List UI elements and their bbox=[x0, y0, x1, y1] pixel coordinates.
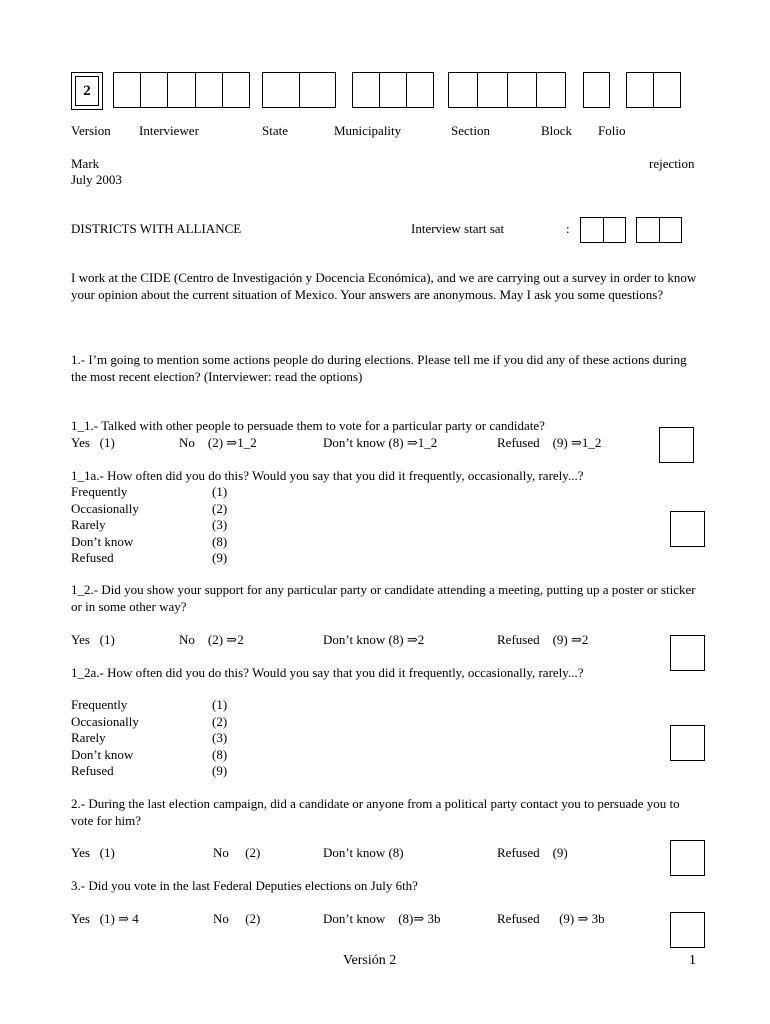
section-code-boxes[interactable] bbox=[448, 72, 566, 108]
label-municipality: Municipality bbox=[334, 123, 402, 138]
option-label: Refused bbox=[71, 763, 114, 778]
rejection-label: rejection bbox=[649, 156, 695, 171]
q1-2a-text: 1_2a.- How often did you do this? Would you say that you did it frequently, occasionally, rarely...? bbox=[71, 665, 584, 680]
option-code: (8) bbox=[212, 746, 228, 762]
q1-1-dont-know: Don’t know (8) ⇒1_2 bbox=[323, 435, 438, 450]
q1-2-text: 1_2.- Did you show your support for any particular party or candidate attending a meeting, putting up a poster or sticker or in some other way? bbox=[71, 582, 696, 614]
option-code: (2) bbox=[212, 500, 228, 516]
date-label: July 2003 bbox=[71, 172, 122, 187]
q1-1a-options bbox=[71, 484, 227, 567]
q1-2-dont-know: Don’t know (8) ⇒2 bbox=[323, 632, 425, 647]
q2-answer-box[interactable] bbox=[670, 840, 705, 876]
interview-start-label: Interview start sat bbox=[411, 221, 505, 236]
q1-1-no: No (2) ⇒1_2 bbox=[179, 435, 257, 450]
option-row bbox=[71, 534, 227, 551]
option-code: (3) bbox=[212, 730, 228, 745]
label-folio: Folio bbox=[598, 123, 626, 138]
option-label: Refused bbox=[71, 550, 114, 565]
q1-1a-text: 1_1a.- How often did you do this? Would you say that you did it frequently, occasionally, rarely...? bbox=[71, 468, 584, 483]
districts-heading: DISTRICTS WITH ALLIANCE bbox=[71, 221, 242, 236]
q1-1-answer-box[interactable] bbox=[659, 427, 694, 463]
option-row bbox=[71, 730, 227, 747]
q2-text: 2.- During the last election campaign, did a candidate or anyone from a political party contact you to persuade you to vote for him? bbox=[71, 796, 680, 828]
option-row bbox=[71, 747, 227, 764]
option-code: (8) bbox=[212, 533, 228, 549]
label-section: Section bbox=[451, 123, 490, 138]
state-code-boxes[interactable] bbox=[262, 72, 336, 108]
q3-answer-box[interactable] bbox=[670, 912, 705, 948]
option-label: Rarely bbox=[71, 517, 106, 532]
option-label: Frequently bbox=[71, 697, 128, 712]
time-colon: : bbox=[566, 221, 570, 236]
q1-text: 1.- I’m going to mention some actions people do during elections. Please tell me if you did any of these actions during the most recent election? (Interviewer: read the options) bbox=[71, 352, 687, 384]
option-code: (1) bbox=[212, 697, 228, 712]
label-block: Block bbox=[541, 123, 573, 138]
q1-2-refused: Refused (9) ⇒2 bbox=[497, 632, 589, 647]
page-number: 1 bbox=[689, 953, 696, 968]
footer-version: Versión 2 bbox=[343, 953, 397, 968]
label-version: Version bbox=[71, 123, 111, 138]
q1-1-yes: Yes (1) bbox=[71, 435, 115, 450]
q1-1-refused: Refused (9) ⇒1_2 bbox=[497, 435, 602, 450]
mark-label: Mark bbox=[71, 156, 100, 171]
option-label: Occasionally bbox=[71, 500, 139, 516]
option-code: (1) bbox=[212, 484, 228, 499]
option-label: Rarely bbox=[71, 730, 106, 745]
option-label: Frequently bbox=[71, 484, 128, 499]
municipality-code-boxes[interactable] bbox=[352, 72, 434, 108]
version-number: 2 bbox=[75, 76, 99, 106]
option-label: Don’t know bbox=[71, 533, 134, 549]
q3-refused: Refused (9) ⇒ 3b bbox=[497, 911, 605, 926]
q2-no: No (2) bbox=[213, 845, 261, 860]
option-label: Occasionally bbox=[71, 713, 139, 729]
option-row bbox=[71, 517, 227, 534]
block-code-box[interactable] bbox=[583, 72, 610, 108]
q1-2-yes: Yes (1) bbox=[71, 632, 115, 647]
intro-paragraph: I work at the CIDE (Centro de Investigación y Docencia Económica), and we are carrying out a survey in order to know your opinion about the current situation of Mexico. Your answers are anonymous. May I ask you some questions? bbox=[71, 270, 697, 302]
start-hour-boxes[interactable] bbox=[580, 217, 626, 243]
q3-text: 3.- Did you vote in the last Federal Deputies elections on July 6th? bbox=[71, 878, 418, 893]
option-label: Don’t know bbox=[71, 746, 134, 762]
option-code: (9) bbox=[212, 763, 228, 778]
option-row bbox=[71, 550, 227, 567]
option-code: (2) bbox=[212, 713, 228, 729]
version-box[interactable] bbox=[71, 72, 103, 110]
option-row bbox=[71, 501, 227, 518]
option-row bbox=[71, 763, 227, 780]
option-code: (9) bbox=[212, 550, 228, 565]
option-row bbox=[71, 714, 227, 731]
option-row bbox=[71, 484, 227, 501]
q2-refused: Refused (9) bbox=[497, 845, 568, 860]
q2-dont-know: Don’t know (8) bbox=[323, 845, 404, 860]
q1-2-no: No (2) ⇒2 bbox=[179, 632, 244, 647]
q3-dont-know: Don’t know (8)⇒ 3b bbox=[323, 911, 441, 926]
q2-yes: Yes (1) bbox=[71, 845, 115, 860]
option-row bbox=[71, 697, 227, 714]
interviewer-code-boxes[interactable] bbox=[113, 72, 250, 108]
q1-1-text: 1_1.- Talked with other people to persuade them to vote for a particular party or candidate? bbox=[71, 418, 545, 433]
start-minute-boxes[interactable] bbox=[636, 217, 682, 243]
q1-1a-answer-box[interactable] bbox=[670, 511, 705, 547]
q1-2a-answer-box[interactable] bbox=[670, 725, 705, 761]
label-interviewer: Interviewer bbox=[139, 123, 199, 138]
q3-no: No (2) bbox=[213, 911, 261, 926]
q1-2a-options bbox=[71, 697, 227, 780]
label-state: State bbox=[262, 123, 288, 138]
q3-yes: Yes (1) ⇒ 4 bbox=[71, 911, 139, 926]
option-code: (3) bbox=[212, 517, 228, 532]
folio-code-boxes[interactable] bbox=[626, 72, 681, 108]
